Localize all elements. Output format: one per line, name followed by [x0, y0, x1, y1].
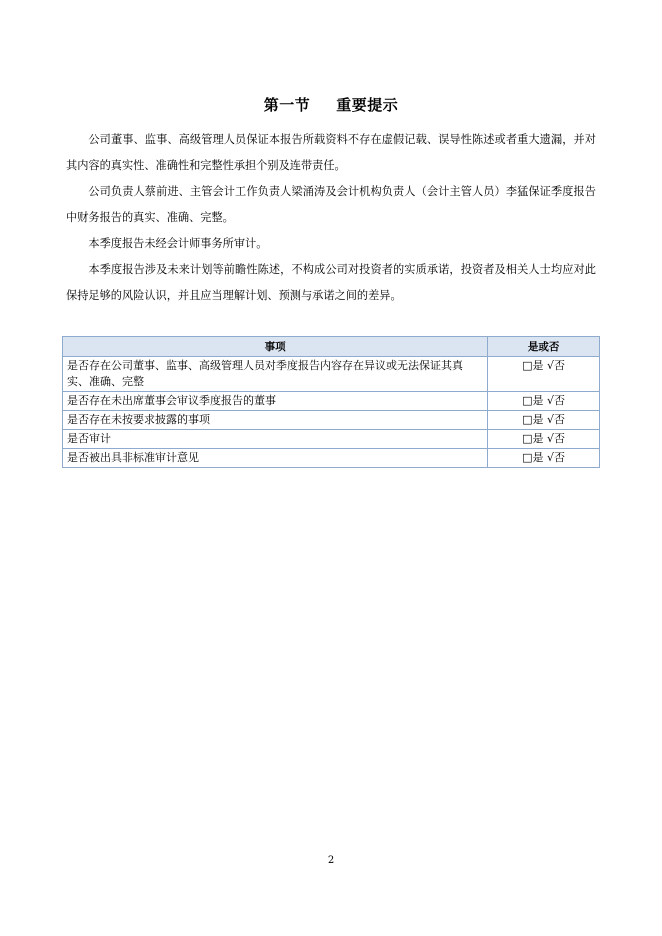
table-header-row — [63, 337, 600, 357]
row-item: 是否审计 — [63, 430, 488, 449]
row-item: 是否存在未出席董事会审议季度报告的董事 — [63, 392, 488, 411]
paragraph-forward-looking: 本季度报告涉及未来计划等前瞻性陈述，不构成公司对投资者的实质承诺，投资者及相关人士均应对此保持足够的风险认识，并且应当理解计划、预测与承诺之间的差异。 — [66, 263, 596, 302]
row-answer: □是 √否 — [488, 411, 600, 430]
disclosure-table — [62, 336, 600, 468]
table-row — [63, 430, 600, 449]
paragraph-responsibility: 公司董事、监事、高级管理人员保证本报告所载资料不存在虚假记载、误导性陈述或者重大遗漏，并对其内容的真实性、准确性和完整性承担个别及连带责任。 — [66, 133, 596, 172]
table-row — [63, 449, 600, 468]
paragraph-audit-status: 本季度报告未经会计师事务所审计。 — [88, 237, 268, 250]
header-item: 事项 — [63, 337, 488, 357]
row-item: 是否存在未按要求披露的事项 — [63, 411, 488, 430]
section-heading — [0, 94, 662, 115]
table-row — [63, 411, 600, 430]
row-answer: □是 √否 — [488, 392, 600, 411]
row-answer: □是 √否 — [488, 449, 600, 468]
row-answer: □是 √否 — [488, 357, 600, 392]
row-item: 是否被出具非标准审计意见 — [63, 449, 488, 468]
row-item: 是否存在公司董事、监事、高级管理人员对季度报告内容存在异议或无法保证其真实、准确、完整 — [63, 357, 488, 392]
section-title: 重要提示 — [336, 96, 399, 114]
section-number: 第一节 — [263, 96, 311, 114]
paragraph-financial-guarantee: 公司负责人蔡前进、主管会计工作负责人梁涌涛及会计机构负责人（会计主管人员）李猛保证季度报告中财务报告的真实、准确、完整。 — [66, 185, 596, 224]
page-number: 2 — [327, 855, 335, 866]
row-answer: □是 √否 — [488, 430, 600, 449]
table-row — [63, 357, 600, 392]
header-answer: 是或否 — [488, 337, 600, 357]
paragraph-block — [66, 127, 596, 309]
table-row — [63, 392, 600, 411]
